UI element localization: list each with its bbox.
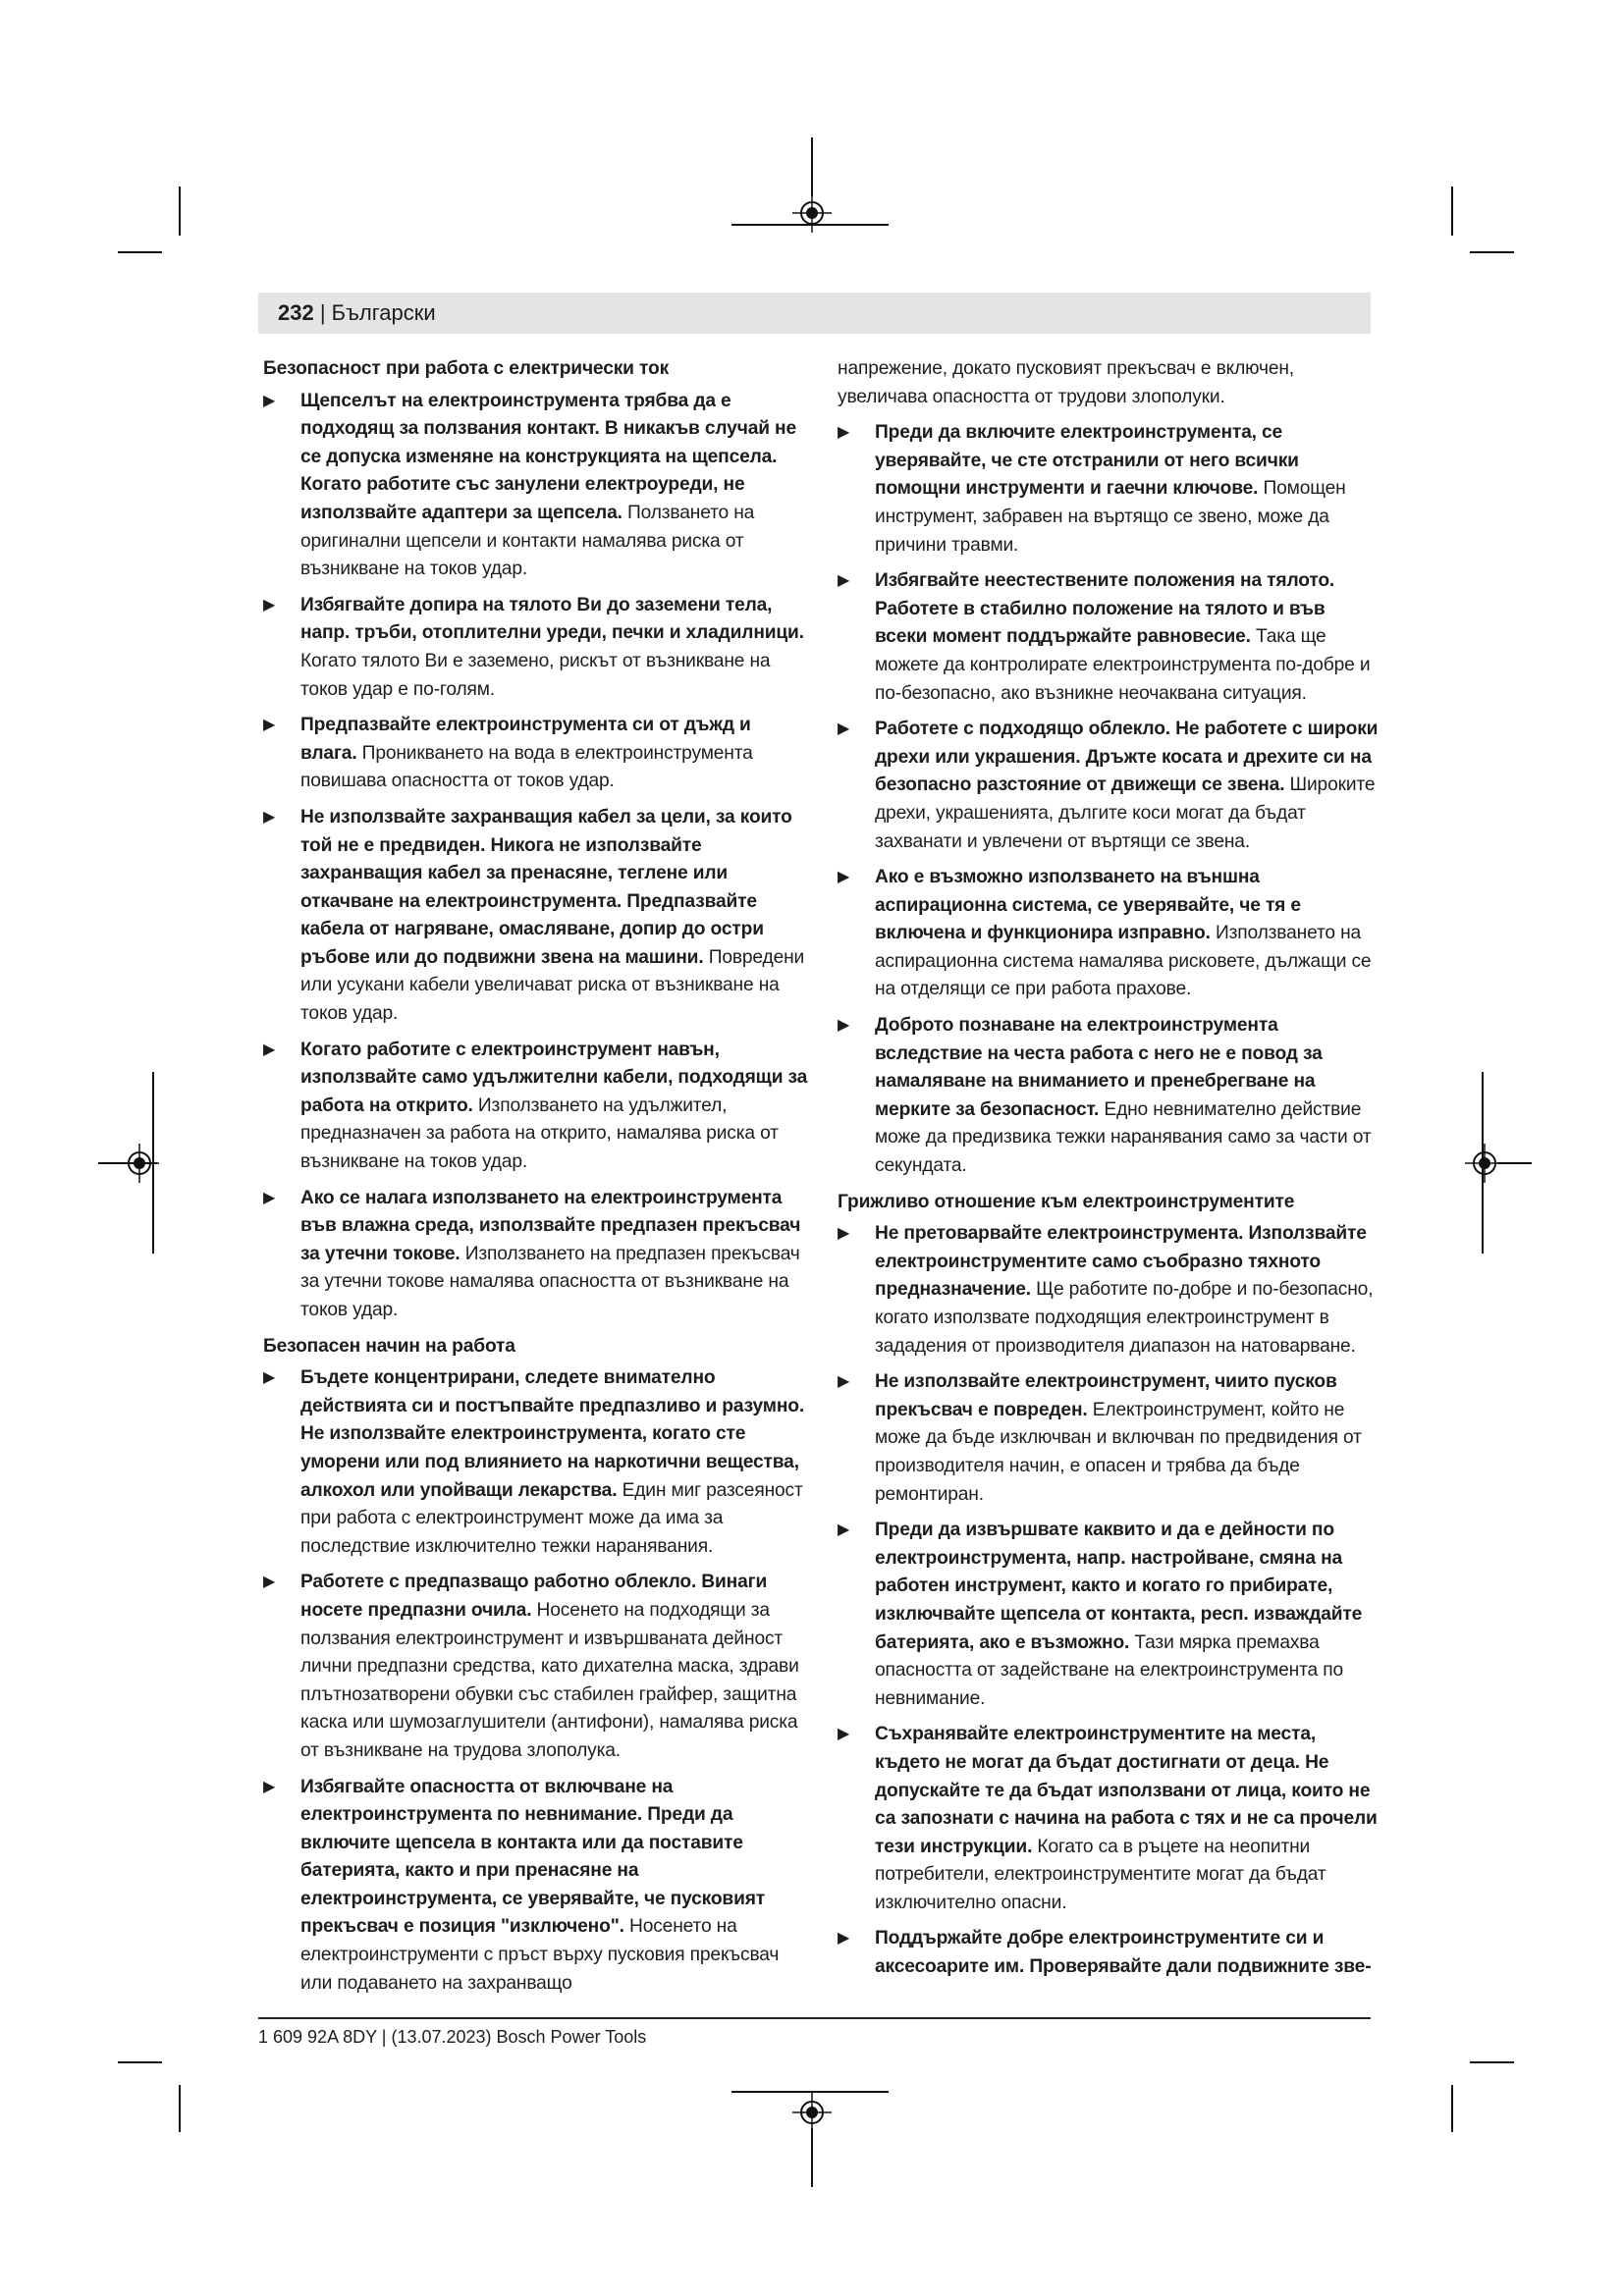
- crop-mark: [1497, 1162, 1532, 1164]
- item-bold-text: Избягвайте неестествените положения на тялото. Работете в стабилно положение на тялото и във всеки момент поддържайте равновесие.: [875, 570, 1335, 648]
- bullet-arrow-icon: ▶: [838, 1726, 850, 1743]
- bullet-arrow-icon: ▶: [838, 1017, 850, 1035]
- item-text: Когато са в ръцете на неопитни потребители, електроинструментите могат да бъдат изключително опасни.: [875, 1836, 1326, 1913]
- item-bold-text: Избягвайте опасността от включване на електроинструмента по невнимание. Преди да включите щепсела в контакта или да поставите батерията, както и при пренасяне на електроинструмента, се уверявайте, че пусковият прекъсвач е позиция "изключено".: [300, 1776, 766, 1938]
- bullet-arrow-icon: ▶: [263, 1189, 276, 1206]
- list-item: [263, 1364, 808, 1561]
- item-text: Използването на удължител, предназначен за работа на открито, намалява риска от възникване на токов удар.: [300, 1095, 779, 1173]
- list-item: [838, 1925, 1380, 1981]
- page-number: 232: [278, 300, 314, 325]
- bullet-arrow-icon: ▶: [263, 808, 276, 826]
- section-title: Безопасност при работа с електрически ток: [263, 358, 670, 379]
- item-text: Тази мярка премахва опасността от задействане на електроинструмента по невнимание.: [875, 1631, 1343, 1709]
- crop-mark: [1482, 1072, 1484, 1254]
- crop-mark: [811, 2128, 813, 2187]
- continued-paragraph: напрежение, докато пусковият прекъсвач е включен, увеличава опасността от трудови злополуки.: [838, 358, 1294, 407]
- list-item: [263, 388, 808, 584]
- item-text: Носенето на подходящи за ползвания електроинструмент и извършваната дейност лични предпазни средства, като дихателна маска, здрави плътнозатворени обувки със стабилен грайфер, защитна каска или шумозаглушители (антифони), намалява риска от възникване на трудова злополука.: [300, 1599, 799, 1761]
- item-text: Когато тялото Ви е заземено, рискът от възникване на токов удар е по-голям.: [300, 650, 771, 700]
- right-column: [838, 355, 1380, 1990]
- crop-mark: [179, 2085, 181, 2132]
- crop-mark: [118, 2061, 162, 2063]
- crop-mark: [1470, 251, 1514, 253]
- list-item: [263, 592, 808, 704]
- item-bold-text: Когато работите с електроинструмент навън, използвайте само удължителни кабели, подходящи за работа на открито.: [300, 1039, 808, 1116]
- bullet-arrow-icon: ▶: [838, 869, 850, 886]
- crop-mark: [1451, 187, 1453, 236]
- item-bold-text: Поддържайте добре електроинструментите си и аксесоарите им. Проверявайте дали подвижните зве-: [875, 1928, 1372, 1978]
- item-text: Широките дрехи, украшенията, дългите коси могат да бъдат захванати и увлечени от въртящи се звена.: [875, 774, 1376, 852]
- item-bold-text: Ако се налага използването на електроинструмента във влажна среда, използвайте предпазен прекъсвач за утечни токове.: [300, 1187, 801, 1264]
- item-bold-text: Щепселът на електроинструмента трябва да е подходящ за ползвания контакт. В никакъв случай не се допуска изменяне на конструкцията на щепсела. Когато работите със занулени електроуреди, не използвайте адаптери за щепсела.: [300, 390, 797, 523]
- item-bold-text: Съхранявайте електроинструментите на места, където не могат да бъдат достигнати от деца. Не допускайте те да бъдат използвани от лица, които не са запознати с начина на работа с тях и не са прочели тези инструкции.: [875, 1724, 1378, 1857]
- item-text: Помощен инструмент, забравен на въртящо се звено, може да причини травми.: [875, 478, 1346, 556]
- list-item: [838, 567, 1380, 708]
- crop-mark: [1470, 2061, 1514, 2063]
- header-separator: |: [313, 300, 332, 325]
- crop-mark: [731, 224, 889, 226]
- item-text: Проникването на вода в електроинструмента повишава опасността от токов удар.: [300, 742, 753, 792]
- footer-rule: [258, 2017, 1371, 2019]
- crop-mark: [811, 137, 813, 196]
- list-item: [838, 716, 1380, 856]
- item-text: Използването на аспирационна система намалява рисковете, дължащи се на отделящи се при работа прахове.: [875, 923, 1372, 1000]
- list-item: [263, 1774, 808, 1999]
- bullet-arrow-icon: ▶: [838, 424, 850, 442]
- bullet-arrow-icon: ▶: [263, 717, 276, 734]
- list-item: [838, 1220, 1380, 1361]
- crop-mark: [1451, 2085, 1453, 2132]
- registration-mark-icon: [792, 2093, 832, 2132]
- item-text: Едно невнимателно действие може да предизвика тежки наранявания само за части от секундата.: [875, 1098, 1372, 1177]
- left-column: [263, 355, 808, 2005]
- list-item: [263, 1037, 808, 1177]
- item-text: Ползването на оригинални щепсели и контакти намалява риска от възникване на токов удар.: [300, 502, 755, 580]
- crop-mark: [98, 1162, 157, 1164]
- page-header: [278, 300, 436, 326]
- list-item: [263, 804, 808, 1029]
- bullet-arrow-icon: ▶: [838, 572, 850, 590]
- item-text: Електроинструмент, който не може да бъде изключван и включван по предвидения от производителя начин, е опасен и трябва да бъде ремонтиран.: [875, 1399, 1362, 1505]
- crop-mark: [179, 187, 181, 236]
- bullet-arrow-icon: ▶: [263, 1574, 276, 1591]
- item-bold-text: Доброто познаване на електроинструмента вследствие на честа работа с него не е повод за намаляване на вниманието и пренебрегване на мерките за безопасност.: [875, 1015, 1323, 1120]
- crop-mark: [118, 251, 162, 253]
- section-title: Грижливо отношение към електроинструментите: [838, 1191, 1295, 1212]
- list-item: [838, 1368, 1380, 1509]
- section-title: Безопасен начин на работа: [263, 1335, 515, 1357]
- item-bold-text: Предпазвайте електроинструмента си от дъжд и влага.: [300, 715, 751, 764]
- item-bold-text: Преди да включите електроинструмента, се уверявайте, че сте отстранили от него всички помощни инструменти и гаечни ключове.: [875, 422, 1299, 500]
- bullet-arrow-icon: ▶: [838, 1373, 850, 1391]
- item-bold-text: Бъдете концентрирани, следете внимателно действията си и постъпвайте предпазливо и разумно. Не използвайте електроинструмента, когато сте уморени или под влиянието на наркотични вещества, алкохол или упойващи лекарства.: [300, 1367, 805, 1501]
- crop-mark: [731, 2091, 889, 2093]
- list-item: [263, 1569, 808, 1765]
- item-text: Повредени или усукани кабели увеличават риска от възникване на токов удар.: [300, 946, 805, 1025]
- bullet-arrow-icon: ▶: [263, 596, 276, 614]
- item-bold-text: Работете с подходящо облекло. Не работете с широки дрехи или украшения. Дръжте косата и дрехите си на безопасно разстояние от движещи се звена.: [875, 719, 1379, 796]
- bullet-arrow-icon: ▶: [263, 392, 276, 409]
- item-text: Носенето на електроинструменти с пръст върху пусковия прекъсвач или подаването на захранващо: [300, 1916, 780, 1994]
- bullet-arrow-icon: ▶: [263, 1041, 276, 1058]
- item-bold-text: Работете с предпазващо работно облекло. Винаги носете предпазни очила.: [300, 1572, 768, 1621]
- list-item: [838, 1517, 1380, 1713]
- item-text: Използването на предпазен прекъсвач за утечни токове намалява опасността от възникване на токов удар.: [300, 1243, 800, 1320]
- item-text: Така ще можете да контролирате електроинструмента по-добре и по-безопасно, ако възникне неочаквана ситуация.: [875, 626, 1371, 704]
- bullet-arrow-icon: ▶: [838, 1930, 850, 1948]
- item-bold-text: Ако е възможно използването на външна аспирационна система, се уверявайте, че тя е включена и функционира изправно.: [875, 867, 1301, 944]
- header-language: Български: [331, 300, 436, 325]
- bullet-arrow-icon: ▶: [838, 721, 850, 738]
- list-item: [263, 1185, 808, 1325]
- bullet-arrow-icon: ▶: [263, 1369, 276, 1387]
- bullet-arrow-icon: ▶: [263, 1778, 276, 1795]
- bullet-arrow-icon: ▶: [838, 1522, 850, 1539]
- list-item: [838, 864, 1380, 1004]
- item-bold-text: Не използвайте електроинструмент, чиито пусков прекъсвач е повреден.: [875, 1371, 1337, 1420]
- list-item: [838, 1012, 1380, 1181]
- list-item: [838, 1721, 1380, 1917]
- item-bold-text: Преди да извършвате каквито и да е дейности по електроинструмента, напр. настройване, смяна на работен инструмент, както и когато го прибирате, изключвайте щепсела от контакта, респ. изваждайте батерията, ако е възможно.: [875, 1520, 1363, 1653]
- registration-mark-icon: [792, 193, 832, 233]
- page-footer: 1 609 92A 8DY | (13.07.2023) Bosch Power Tools: [258, 2027, 647, 2047]
- item-text: Ще работите по-добре и по-безопасно, когато използвате подходящия електроинструмент в зададения от производителя диапазон на натоварване.: [875, 1279, 1374, 1357]
- item-bold-text: Избягвайте допира на тялото Ви до заземени тела, напр. тръби, отоплителни уреди, печки и хладилници.: [300, 594, 804, 644]
- list-item: [263, 712, 808, 796]
- item-text: Един миг разсеяност при работа с електроинструмент може да има за последствие изключително тежки наранявания.: [300, 1479, 803, 1557]
- list-item: [838, 419, 1380, 560]
- item-bold-text: Не претоварвайте електроинструмента. Използвайте електроинструментите само съобразно тяхното предназначение.: [875, 1223, 1367, 1301]
- bullet-arrow-icon: ▶: [838, 1225, 850, 1243]
- item-bold-text: Не използвайте захранващия кабел за цели, за които той не е предвиден. Никога не използвайте захранващия кабел за пренасяне, теглене или откачване на електроинструмента. Предпазвайте кабела от нагряване, омасляване, допир до остри ръбове или до подвижни звена на машини.: [300, 806, 792, 968]
